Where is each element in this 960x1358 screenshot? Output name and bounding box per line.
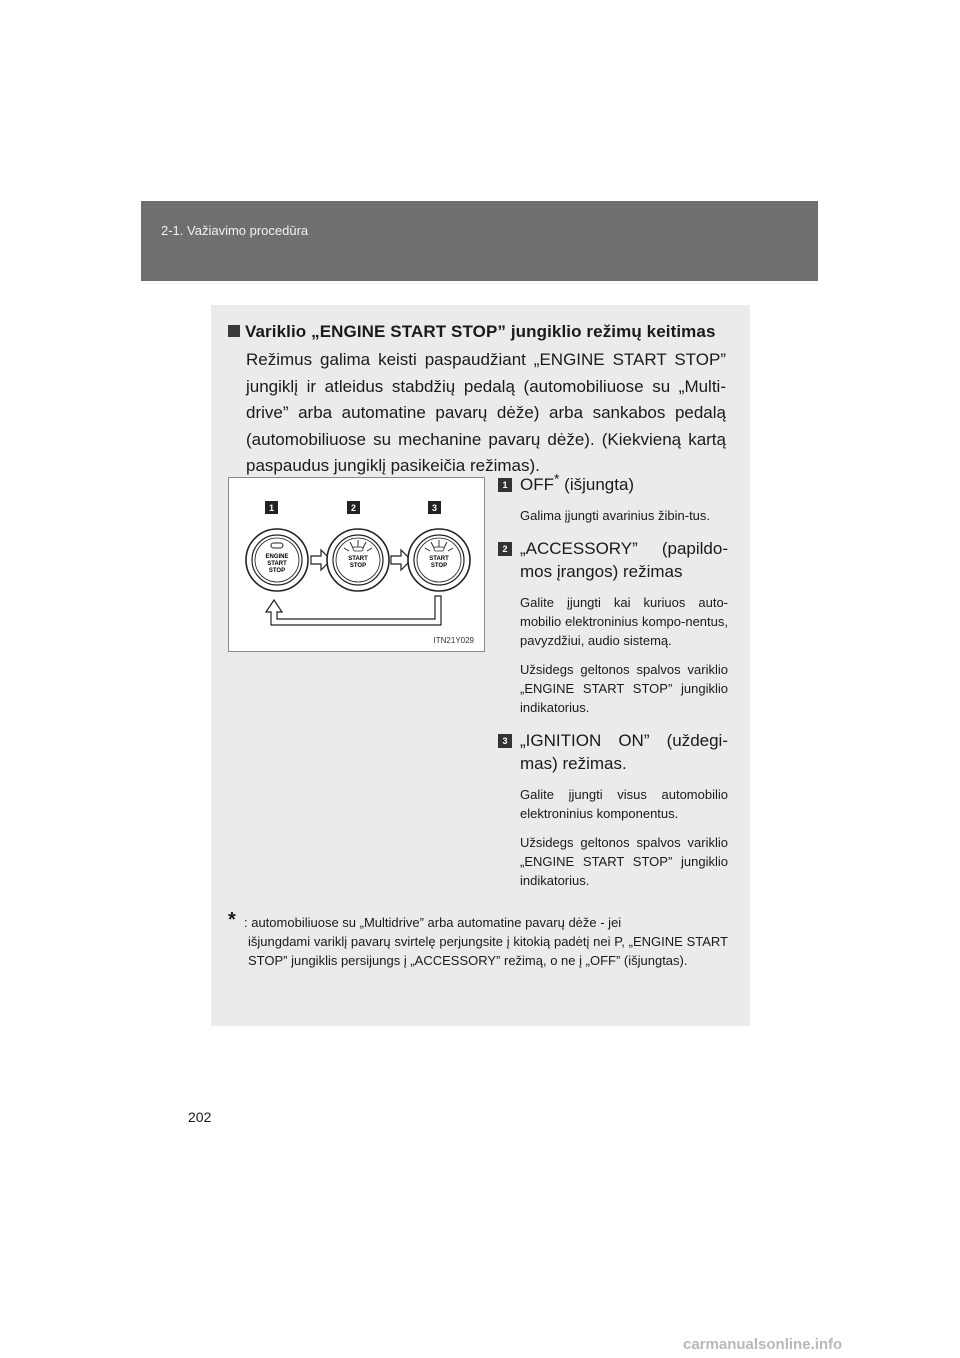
footnote-body: išjungdami variklį pavarų svirtelę perjungsite į kitokią padėtį nei P, „ENGINE START STOP” jungiklis persijungs į „ACCESSORY” režimą, o ne į „OFF” (išjungtas). [248,934,728,968]
content-panel [211,305,750,1026]
switch-diagram [229,478,484,651]
number-badge: 1 [498,478,512,492]
svg-text:STOP: STOP [430,563,448,569]
number-badge: 3 [498,734,512,748]
mode-desc: Galima įjungti avarinius žibin-tus. [520,508,711,523]
figure-code: ITN21Y029 [433,636,474,645]
heading-text: Variklio „ENGINE START STOP” jungiklio režimų keitimas [245,322,716,341]
mode-desc: Galite įjungti kai kuriuos auto-mobilio elektroninius kompo-nentus, pavyzdžiui, audio sistemą. [520,595,728,648]
figure-label-2 [347,501,360,514]
svg-text:STOP: STOP [268,568,286,574]
svg-text:STOP: STOP [349,563,367,569]
watermark: carmanualsonline.info [683,1336,843,1353]
mode-desc: Galite įjungti visus automobilio elektroninius komponentus. [520,787,728,821]
svg-text:START: START [267,561,287,567]
page-number: 202 [188,1109,212,1125]
svg-text:3: 3 [431,503,438,513]
footnote-star: * [228,909,236,931]
return-arrow-icon [266,596,441,625]
engine-button-accessory [327,529,389,591]
svg-text:START: START [348,556,368,562]
mode-desc: Užsidegs geltonos spalvos variklio „ENGINE START STOP” jungiklio indikatorius. [520,835,728,888]
number-badge: 2 [498,542,512,556]
figure-label-3 [428,501,441,514]
mode-list [498,470,728,890]
engine-button-off [246,529,308,591]
footnote-line: : automobiliuose su „Multidrive” arba automatine pavarų dėže - jei [244,915,622,930]
svg-text:1: 1 [268,503,275,513]
mode-item-ignition: 3 „IGNITION ON” (uždegi-mas) režimas. [498,729,728,775]
section-header [141,201,818,281]
mode-item-accessory: 2 „ACCESSORY” (papildo-mos įrangos) režimas [498,537,728,583]
svg-text:2: 2 [350,503,357,513]
section-heading [228,322,716,342]
switch-modes-figure [228,477,485,652]
engine-button-ignition [408,529,470,591]
section-label: 2-1. Važiavimo procedūra [161,223,309,238]
square-bullet-icon [228,325,240,337]
mode-desc: Užsidegs geltonos spalvos variklio „ENGINE START STOP” jungiklio indikatorius. [520,662,728,715]
footnote [228,909,728,970]
figure-label-1 [265,501,278,514]
svg-text:ENGINE: ENGINE [265,554,289,560]
intro-paragraph: Režimus galima keisti paspaudžiant „ENGINE START STOP” jungiklį ir atleidus stabdžių pedalą (automobiliuose su „Multi-drive” arba automatine pavarų dėže) arba sankabos pedalą (automobiliuose su mechanine pavarų dėže). (Kiekvieną kartą paspaudus jungiklį pasikeičia režimas). [246,350,726,475]
mode-item-off: 1 OFF* (išjungta) [498,473,728,496]
svg-text:START: START [429,556,449,562]
